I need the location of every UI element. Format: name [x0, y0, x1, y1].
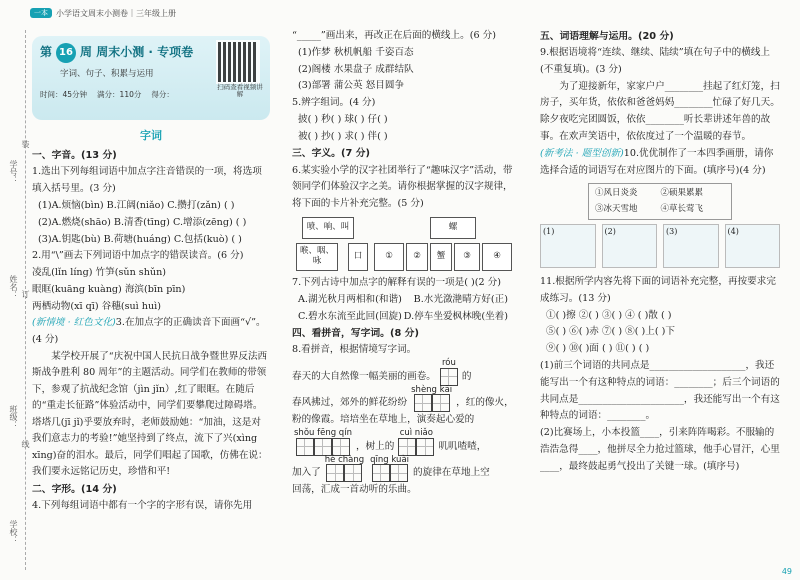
- q7-option-b: B.水光潋滟晴方好(正): [413, 293, 508, 305]
- section-heading: 一、字音。(13 分): [32, 150, 117, 162]
- q5-row: 被( ) 抄( ) 求( ) 伴( ): [298, 130, 388, 142]
- answer-boxes[interactable]: [414, 394, 450, 412]
- pinyin-line-4: [292, 456, 518, 483]
- pinyin-label: róu: [441, 358, 456, 369]
- question-1: 1.选出下列每组词语中加点字注音错误的一项，将选项填入括号里。(3 分): [32, 166, 262, 195]
- binding-mark: 线: [21, 440, 30, 448]
- q1-option-row: (3)A.钥匙(bù) B.荷塘(huáng) C.包括(kuò) ( ): [38, 233, 242, 245]
- picture-number: (4): [727, 227, 739, 237]
- class-label: 班级：: [9, 405, 18, 429]
- binding-mark: 装: [21, 140, 30, 148]
- question-8: 8.看拼音，根据情境写字词。: [292, 344, 417, 356]
- sentence-text: 春天的大自然像一幅美丽的画卷。: [292, 370, 436, 382]
- season-picture: [602, 224, 658, 268]
- sentence-text: 春风拂过，郊外的鲜花纷纷: [292, 397, 408, 409]
- q7-option-d: D.停车坐爱枫林晚(坐着): [403, 310, 508, 322]
- section-heading: 五、词语理解与运用。(20 分): [540, 31, 674, 42]
- q11-row: ⑤( ) ⑥( )赤 ⑦( ) ⑧( )上( )下: [546, 326, 675, 338]
- card: 蟹: [430, 243, 452, 271]
- word-bank: [588, 183, 732, 220]
- pinyin-label: shèng kāi: [411, 384, 453, 395]
- question-6: 6.某实验小学的汉字社团举行了“趣味汉字”活动，带领同学们体验汉字之美。请你根据掌握的汉字规律，将下面的卡片补充完整。(5 分): [292, 164, 513, 210]
- sentence-text: 加入了: [292, 467, 321, 479]
- card: ④: [482, 243, 512, 271]
- answer-boxes[interactable]: [326, 464, 362, 482]
- season-picture: [725, 224, 781, 268]
- q11-row: ⑨( ) ⑩( )面 ( ) ⑪( ) ( ): [546, 343, 650, 355]
- question-5: 5.辨字组词。(4 分): [292, 97, 376, 109]
- question-11: 11.根据所学内容先将下面的词语补充完整，再按要求完成练习。(13 分): [540, 276, 776, 304]
- season-picture: [540, 224, 596, 268]
- top-header: [30, 6, 176, 20]
- binding-mark: 订: [21, 290, 30, 298]
- answer-boxes[interactable]: [440, 368, 458, 386]
- pinyin-box: [411, 386, 452, 413]
- character-cards: [292, 215, 518, 273]
- full-score-label: 满分：110分: [97, 89, 142, 99]
- title-prefix: 第: [40, 45, 53, 59]
- word-option: ①风日炎炎: [595, 188, 638, 199]
- pinyin-box: [294, 429, 352, 456]
- column-left: [32, 28, 270, 515]
- card: ③: [454, 243, 480, 271]
- q9-passage: 为了迎接新年，家家户户________挂起了红灯笼，扫房子，买年货，依依和爸爸妈妈________忙碌了好几天。除夕夜吃完团圆饭，依依________听长辈讲述年兽的故事。在欢声笑语中，依依度过了一个温暖的春节。: [540, 80, 780, 143]
- sentence-text: 粉的像霞。培培坐在草地上，演奏起心爱的: [292, 414, 475, 426]
- student-id-label: 学号：: [9, 160, 18, 184]
- card: 喷、响、叫: [302, 217, 354, 239]
- brand-tag: 一本: [30, 8, 52, 18]
- week-number: 16: [56, 43, 76, 63]
- q4-row: (3)部署 蒲公英 怒目圆争: [298, 80, 405, 92]
- season-picture: [663, 224, 719, 268]
- pinyin-box: [325, 456, 364, 483]
- question-9: 9.根据语境将“连续、继续、陆续”填在句子中的横线上(不重复填)。(3 分): [540, 47, 771, 75]
- question-10: [540, 146, 780, 180]
- q7-options: [292, 309, 518, 326]
- q1-option-row: (1)A.烦恼(bìn) B.江阔(niǎo) C.攒打(zǎn) ( ): [38, 199, 235, 211]
- q3-text: 3.在加点字的正确读音下面画“√”。(4 分): [32, 317, 266, 346]
- qr-code-icon[interactable]: [216, 40, 260, 84]
- school-label: 学校：: [9, 520, 18, 544]
- sentence-text: ，树上的: [355, 440, 395, 452]
- pinyin-box: [370, 456, 409, 483]
- q11-row: ①( )擦 ②( ) ③( ) ④ ( )散 ( ): [546, 309, 672, 321]
- q4-row: (2)阁楼 水果盘子 成群结队: [298, 63, 414, 75]
- pinyin-box: [398, 429, 434, 456]
- q4-continued: “_____”画出来，再改正在后面的横线上。(6 分): [292, 30, 496, 41]
- q4-row: (1)作梦 秋机帆船 千姿百态: [298, 46, 414, 58]
- q7-option-a: A.湖光秋月两相和(和谐): [298, 293, 402, 305]
- q5-row: 披( ) 秒( ) 球( ) 仔( ): [298, 113, 388, 125]
- pinyin-box: [440, 359, 458, 386]
- section-heading: 三、字义。(7 分): [292, 148, 370, 160]
- q2-row: 眼眶(kuāng kuàng) 海滨(bīn pīn): [32, 283, 186, 295]
- sentence-text: 的: [461, 370, 472, 382]
- binding-gutter: [8, 30, 30, 570]
- card: ①: [374, 243, 404, 271]
- card: ②: [406, 243, 428, 271]
- question-2: 2.用“\”画去下列词语中加点字的错误读音。(6 分): [32, 250, 244, 262]
- picture-number: (1): [543, 227, 555, 237]
- q11-subquestion-1: (1)前三个词语的共同点是____________________，我还能写出一个有这种特点的词语：________；后三个词语的共同点是______________________，我还能写出一个有这种特点的词语：________。: [540, 360, 780, 422]
- pinyin-label: hé chàng: [324, 454, 365, 465]
- answer-boxes[interactable]: [372, 464, 408, 482]
- section-heading: 四、看拼音，写字词。(8 分): [292, 328, 419, 340]
- q7-option-c: C.碧水东流至此回(回旋): [298, 310, 402, 322]
- q7-options: [292, 292, 518, 309]
- q10-text: 10.优优制作了一本四季画册，请你选择合适的词语写在对应图片的下面。(填序号)(4 分): [540, 147, 774, 176]
- q2-row: 凌乱(lǐn líng) 竹笋(sǔn shǔn): [32, 267, 167, 279]
- time-label: 时间：45分钟: [40, 89, 88, 99]
- pinyin-line-2: [292, 386, 518, 413]
- word-option: ③冰天雪地: [595, 204, 638, 215]
- q3-tag: (新情境 · 红色文化): [32, 317, 116, 329]
- answer-boxes[interactable]: [398, 438, 434, 456]
- name-label: 姓名：: [9, 275, 18, 299]
- score-label: 得分：: [151, 89, 174, 99]
- pinyin-label: cuì niǎo: [399, 428, 433, 438]
- question-7: 7.下列古诗中加点字的解释有误的一项是( )(2 分): [292, 276, 502, 288]
- q2-row: 两栖动物(xī qī) 谷穗(suì huì): [32, 300, 161, 312]
- card: 螺: [430, 217, 476, 239]
- qr-caption: 扫码查看视频讲解: [217, 83, 263, 99]
- card: 喉、咽、咏: [296, 243, 338, 271]
- question-4: 4.下列每组词语中都有一个字的字形有误，请你先用: [32, 500, 253, 512]
- section-banner: 字词: [140, 129, 162, 142]
- column-right: [540, 28, 780, 476]
- q11-subquestion-2: (2)比赛场上，小本投篮____，引来阵阵喝彩。不服输的浩浩急得____，他拼尽全力抢过篮球，他手心冒汗，心里____，最终鼓起勇气投出了关键一球。(填序号): [540, 427, 780, 472]
- pinyin-line-3: [292, 429, 518, 456]
- q3-passage: 某学校开展了“庆祝中国人民抗日战争暨世界反法西斯战争胜利 80 周年”的主题活动。同学们在教师的带领下，参观了抗战纪念馆（jìn jǐn）,红了眼眶。在随后的“重走长征路”体验活动中，同学们要攀爬过障碍塔。塔塔几(jī jǐ)乎要放弃时，老师鼓励她：“加油，这是对我们意志力的考验!”她坚持到了终点，流下了兴(xìng xīng)奋的泪水。最后，同学们唱起了国歌，仿佛在说：我们要永远铭记历史，珍惜和平!: [32, 350, 268, 478]
- word-option: ④草长莺飞: [660, 204, 704, 215]
- sentence-text: 回荡，汇成一首动听的乐曲。: [292, 484, 417, 495]
- pinyin-line-1: [292, 359, 518, 386]
- quiz-header: [32, 36, 270, 120]
- quiz-subtitle: 字词、句子、积累与运用: [60, 69, 154, 79]
- q10-tag: (新考法 · 题型创新): [540, 147, 624, 159]
- answer-boxes[interactable]: [296, 438, 350, 456]
- section-heading: 二、字形。(14 分): [32, 483, 117, 495]
- q1-option-row: (2)A.燃烧(shāo) B.清香(tīng) C.增添(zēng) ( ): [38, 216, 247, 228]
- picture-number: (2): [604, 227, 616, 237]
- sentence-text: 的旋律在草地上空: [413, 467, 490, 479]
- page-number: 49: [781, 567, 792, 576]
- column-middle: [292, 28, 518, 499]
- sentence-text: 叽叽喳喳，: [438, 440, 487, 452]
- picture-number: (3): [666, 227, 678, 237]
- book-title: 小学语文周末小测卷｜三年级上册: [56, 8, 176, 18]
- cut-line: [25, 30, 26, 570]
- sentence-text: ，红的像火，: [456, 397, 514, 409]
- pinyin-label: shǒu fēng qín: [294, 428, 352, 438]
- pinyin-label: qīng kuài: [370, 454, 410, 465]
- card: 口: [348, 243, 368, 271]
- title-text: 周 周末小测 · 专项卷: [80, 45, 194, 59]
- season-pictures: [540, 224, 780, 268]
- question-3: [32, 315, 270, 349]
- word-option: ②硕果累累: [660, 188, 704, 199]
